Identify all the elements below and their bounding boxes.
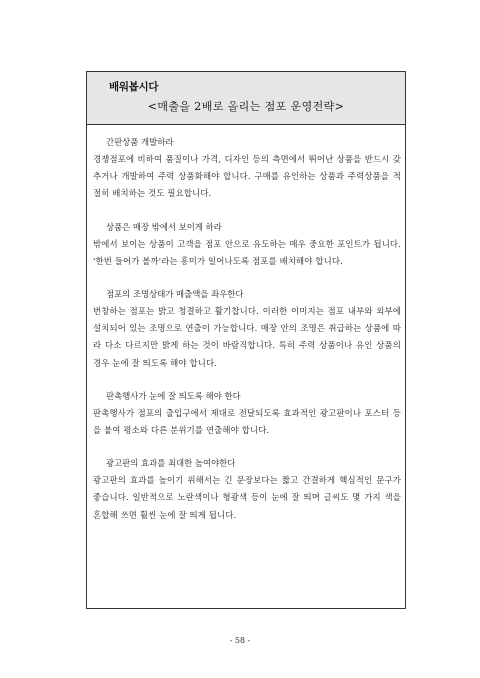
section-signboard (93, 455, 401, 524)
content-box (86, 71, 406, 609)
section-heading: 판촉행사가 눈에 잘 띄도록 해야 한다 (106, 390, 241, 401)
header-banner (87, 72, 405, 125)
brand-label: 배워봅시다 (109, 81, 159, 93)
section-lighting (93, 286, 401, 372)
section-paragraph: 광고판의 효과를 높이기 위해서는 긴 문장보다는 짧고 간결하게 핵심적인 문구가 좋습니다. 일반적으로 노란색이나 형광색 등이 눈에 잘 띄며 글씨도 몇 가지 색을 혼합해 쓰면 훨씬 눈에 잘 띄게 됩니다. (93, 475, 401, 520)
section-paragraph: 번창하는 점포는 밝고 청결하고 활기찹니다. 이러한 이미지는 점포 내부와 외부에 설치되어 있는 조명으로 연출이 가능합니다. 매장 안의 조명은 취급하는 상품에 따라 다소 다르지만 밝게 하는 것이 바람직합니다. 특히 주력 상품이나 유인 상품의 경우 눈에 잘 띄도록 해야 합니다. (93, 306, 401, 368)
section-heading: 간판상품 개발하라 (106, 137, 174, 147)
section-heading: 광고판의 효과를 최대한 높여야한다 (106, 458, 236, 469)
section-promotion (93, 388, 401, 439)
page-title: <매출을 2배로 올리는 점포 운영전략> (147, 100, 345, 113)
section-heading: 점포의 조명상태가 매출액을 좌우한다 (106, 289, 244, 300)
section-visible-products (93, 219, 401, 270)
section-paragraph: 판촉행사가 점포의 출입구에서 제대로 전달되도록 효과적인 광고판이나 포스터 등을 붙여 평소와 다른 분위기를 연출해야 합니다. (93, 407, 401, 436)
section-heading: 상품은 매장 밖에서 보이게 하라 (106, 221, 222, 232)
section-paragraph: 경쟁점포에 비하여 품질이나 가격, 디자인 등의 측면에서 뛰어난 상품을 반드시 갖추거나 개발하여 주력 상품화해야 합니다. 구매를 유인하는 상품과 주력상품을 적절히 배치하는 것도 필요합니다. (93, 154, 401, 199)
page-number: - 58 - (229, 636, 251, 645)
article-body (93, 134, 401, 540)
section-paragraph: 밖에서 보이는 상품이 고객을 점포 안으로 유도하는 매우 중요한 포인트가 됩니다. '한번 들어가 볼까'라는 흥미가 일어나도록 점포를 배치해야 합니다. (93, 238, 401, 266)
section-signature-product (93, 134, 401, 203)
